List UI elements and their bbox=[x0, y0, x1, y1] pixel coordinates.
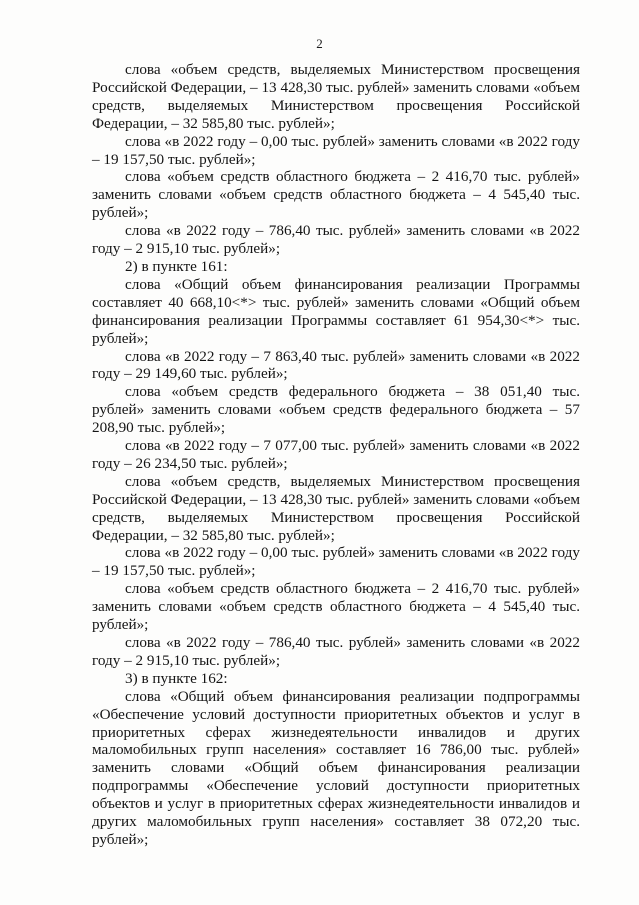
paragraph: слова «в 2022 году – 7 863,40 тыс. рублей» заменить словами «в 2022 году – 29 149,60 тыс. рублей»; bbox=[92, 347, 580, 383]
paragraph: слова «Общий объем финансирования реализации подпрограммы «Обеспечение условий доступности приоритетных объектов и услуг в приоритетных сферах жизнедеятельности инвалидов и других маломобильных групп населения» составляет 16 786,00 тыс. рублей» заменить словами «Общий объем финансирования реализации подпрограммы «Обеспечение условий доступности приоритетных объектов и услуг в приоритетных сферах жизнедеятельности инвалидов и других маломобильных групп населения» составляет 38 072,20 тыс. рублей»; bbox=[92, 687, 580, 848]
paragraph: слова «в 2022 году – 0,00 тыс. рублей» заменить словами «в 2022 году – 19 157,50 тыс. рублей»; bbox=[92, 544, 580, 580]
list-item-heading: 3) в пункте 162: bbox=[125, 669, 228, 687]
paragraph: слова «в 2022 году – 786,40 тыс. рублей» заменить словами «в 2022 году – 2 915,10 тыс. рублей»; bbox=[92, 634, 580, 669]
paragraph: слова «объем средств федерального бюджета – 38 051,40 тыс. рублей» заменить словами «объем средств федерального бюджета – 57 208,90 тыс. рублей»; bbox=[92, 383, 580, 437]
document-body bbox=[92, 61, 580, 849]
paragraph: слова «в 2022 году – 7 077,00 тыс. рублей» заменить словами «в 2022 году – 26 234,50 тыс. рублей»; bbox=[92, 437, 580, 472]
paragraph: слова «Общий объем финансирования реализации Программы составляет 40 668,10<*> тыс. рублей» заменить словами «Общий объем финансирования реализации Программы составляет 61 954,30<*> тыс. рублей»; bbox=[92, 275, 580, 347]
page-number: 2 bbox=[316, 36, 323, 51]
paragraph: слова «объем средств, выделяемых Министерством просвещения Российской Федерации, – 13 428,30 тыс. рублей» заменить словами «объем средств, выделяемых Министерством просвещения Российской Федерации, – 32 585,80 тыс. рублей»; bbox=[92, 472, 580, 544]
paragraph: слова «в 2022 году – 0,00 тыс. рублей» заменить словами «в 2022 году – 19 157,50 тыс. рублей»; bbox=[92, 132, 580, 168]
paragraph: слова «объем средств, выделяемых Министерством просвещения Российской Федерации, – 13 428,30 тыс. рублей» заменить словами «объем средств, выделяемых Министерством просвещения Российской Федерации, – 32 585,80 тыс. рублей»; bbox=[92, 61, 580, 132]
paragraph: слова «объем средств областного бюджета – 2 416,70 тыс. рублей» заменить словами «объем средств областного бюджета – 4 545,40 тыс. рублей»; bbox=[92, 580, 580, 634]
list-item-heading: 2) в пункте 161: bbox=[125, 257, 228, 275]
paragraph: слова «в 2022 году – 786,40 тыс. рублей» заменить словами «в 2022 году – 2 915,10 тыс. рублей»; bbox=[92, 222, 580, 258]
paragraph: слова «объем средств областного бюджета – 2 416,70 тыс. рублей» заменить словами «объем средств областного бюджета – 4 545,40 тыс. рублей»; bbox=[92, 168, 580, 222]
